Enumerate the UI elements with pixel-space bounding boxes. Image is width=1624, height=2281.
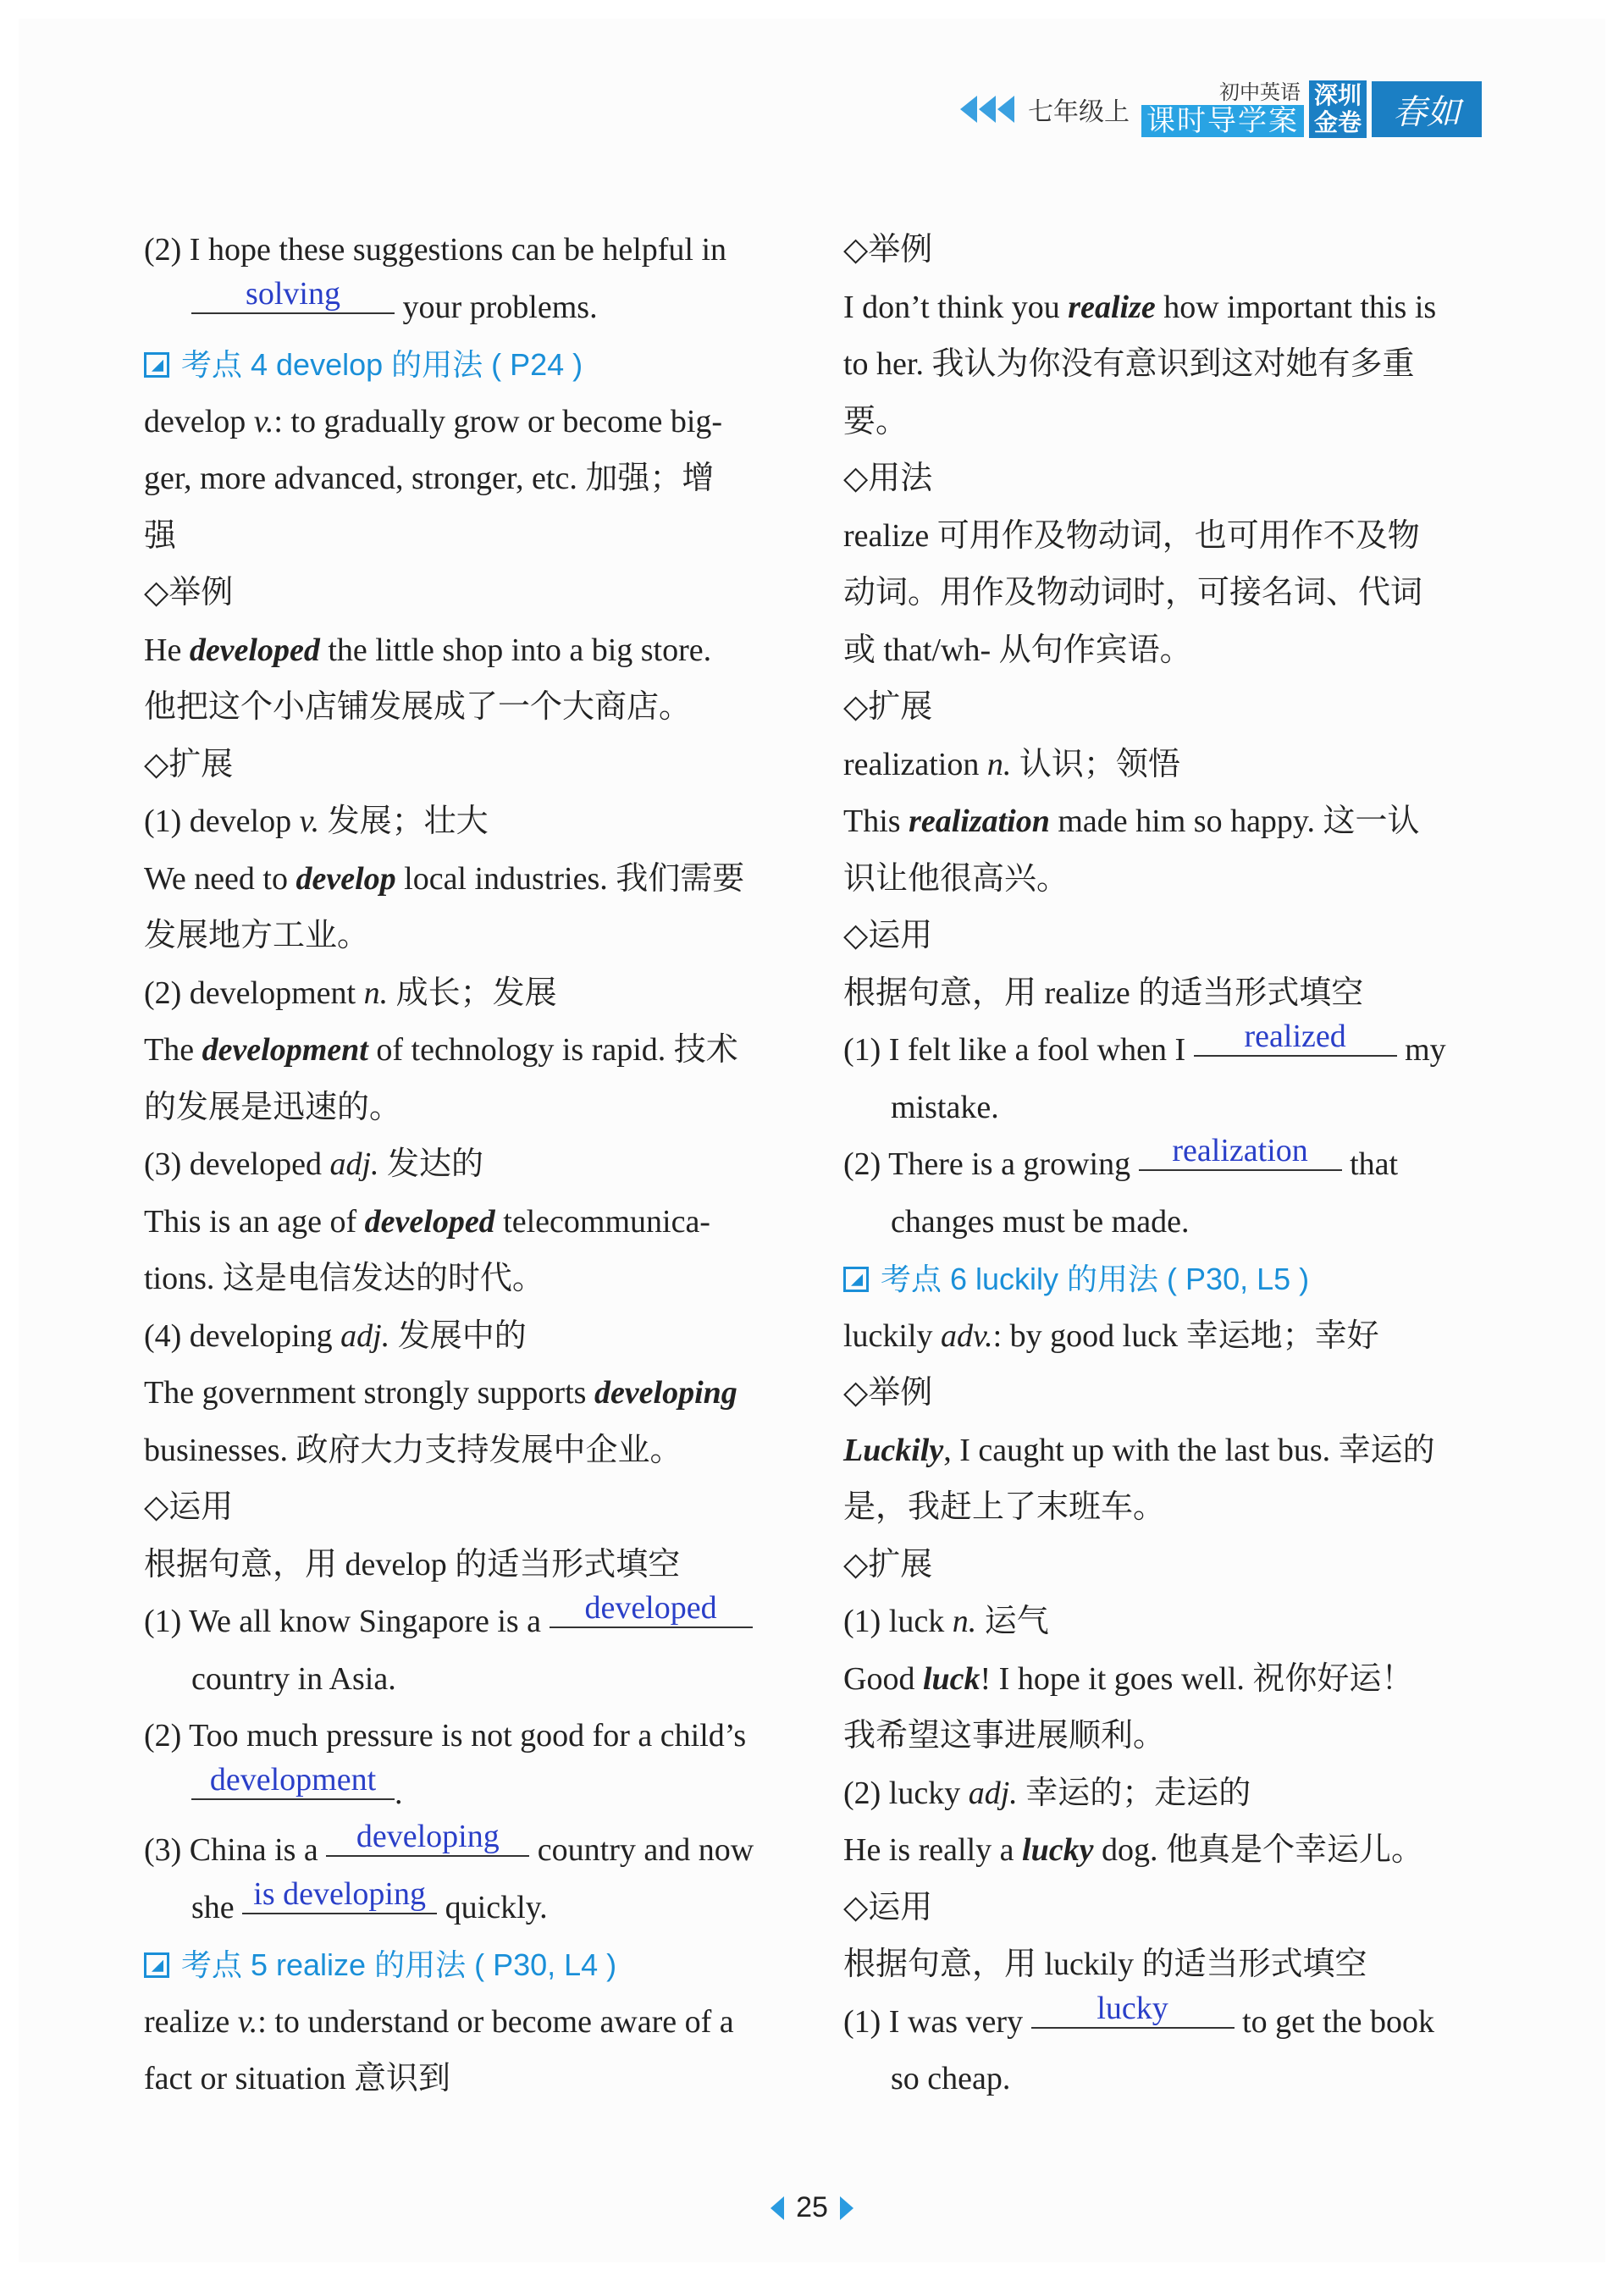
text-line — [843, 1651, 1487, 1709]
arrow-left-icon — [979, 96, 996, 123]
text-line — [843, 1308, 1487, 1366]
section-title: 考点 4 develop 的用法 ( P24 ) — [181, 347, 583, 382]
text-span: (3) China is a — [144, 1832, 327, 1868]
text-line — [144, 965, 787, 1023]
text-line: (2) I hope these suggestions can be helpful in — [144, 232, 727, 268]
right-column — [843, 222, 1487, 2108]
text-line — [144, 1365, 787, 1422]
header-subject: 初中英语 — [1218, 81, 1301, 104]
answer-blank: lucky — [1031, 1990, 1235, 2029]
text-span: local industries. 我们需要 — [395, 860, 745, 897]
brand-line2: 金卷 — [1313, 109, 1362, 135]
text-span: 运气 — [976, 1604, 1049, 1639]
text-line — [144, 394, 787, 451]
text-span: The government strongly supports — [144, 1375, 594, 1411]
text-line: ger, more advanced, stronger, etc. 加强；增 — [144, 461, 715, 496]
text-line: mistake. — [891, 1089, 999, 1125]
answer-blank: solving — [191, 275, 395, 314]
header-brand — [1309, 80, 1367, 138]
text-line: 动词。用作及物动词时，可接名词、代词 — [843, 575, 1423, 610]
text-span: telecommunica- — [494, 1203, 710, 1240]
text-span: 发达的 — [378, 1146, 484, 1182]
text-line: 发展地方工业。 — [144, 918, 370, 953]
text-line — [843, 1822, 1487, 1880]
text-line: 他把这个小店铺发展成了一个大商店。 — [144, 689, 692, 725]
text-line — [144, 1136, 787, 1194]
text-span: (3) developed — [144, 1146, 330, 1182]
subhead-practice: ◇运用 — [843, 918, 933, 953]
keyword: developed — [364, 1203, 495, 1240]
section-title: 考点 5 realize 的用法 ( P30, L4 ) — [181, 1947, 617, 1982]
page-header — [960, 81, 1482, 137]
text-span: (1) luck — [843, 1604, 953, 1639]
section-title: 考点 6 luckily 的用法 ( P30, L5 ) — [881, 1262, 1310, 1296]
text-line: 强 — [144, 517, 177, 554]
text-span: I don’t think you — [843, 289, 1069, 325]
text-line — [144, 1761, 787, 1823]
text-line — [144, 1308, 787, 1366]
pos-tag: v. — [253, 403, 274, 439]
section-heading-6 — [843, 1251, 1487, 1308]
text-span: 发展；壮大 — [319, 804, 489, 839]
text-span: . — [395, 1775, 403, 1811]
question-2: (2) Too much pressure is not good for a child’s — [144, 1718, 747, 1754]
answer-blank: realization — [1139, 1132, 1342, 1171]
subhead-extension: ◇扩展 — [144, 746, 234, 782]
header-arrows — [960, 96, 1016, 123]
text-span: Good — [843, 1660, 923, 1697]
text-line: 的发展是迅速的。 — [144, 1089, 402, 1125]
subhead-example: ◇举例 — [843, 232, 933, 268]
instruction: 根据句意，用 realize 的适当形式填空 — [843, 975, 1364, 1011]
answer-blank: developing — [326, 1818, 529, 1857]
text-span: how important this is — [1155, 289, 1437, 325]
answer-blank: developed — [550, 1589, 753, 1628]
text-line: 或 that/wh- 从句作宾语。 — [843, 632, 1192, 668]
text-span: (2) lucky — [843, 1775, 969, 1811]
text-line — [144, 793, 787, 851]
text-line — [843, 1765, 1487, 1823]
text-span: your problems. — [395, 289, 598, 325]
text-span: realize — [144, 2003, 238, 2040]
text-span: dog. 他真是个幸运儿。 — [1093, 1832, 1423, 1868]
subhead-usage: ◇用法 — [843, 461, 933, 496]
keyword: developed — [189, 632, 320, 668]
grade-label: 七年级上 — [1027, 98, 1130, 126]
text-line — [144, 1994, 787, 2052]
pos-tag: adj. — [340, 1317, 390, 1354]
instruction: 根据句意，用 develop 的适当形式填空 — [144, 1546, 681, 1582]
brand-line1: 深圳 — [1313, 82, 1362, 108]
text-line: so cheap. — [891, 2061, 1011, 2096]
question-1 — [144, 1590, 787, 1651]
pos-tag: v. — [299, 804, 320, 839]
text-span: The — [144, 1032, 202, 1068]
subhead-extension: ◇扩展 — [843, 689, 933, 725]
text-span: of technology is rapid. 技术 — [367, 1032, 738, 1068]
text-line: country in Asia. — [191, 1660, 396, 1697]
pos-tag: adv. — [941, 1317, 993, 1354]
page-footer — [0, 2191, 1624, 2224]
text-span: (2) development — [144, 975, 364, 1011]
text-line: fact or situation 意识到 — [144, 2061, 450, 2096]
text-line: tions. 这是电信发达的时代。 — [144, 1261, 544, 1296]
text-span: realization — [843, 746, 987, 782]
keyword: realize — [1068, 289, 1156, 325]
left-column — [144, 222, 787, 2108]
text-line: 识让他很高兴。 — [843, 860, 1069, 897]
text-span: This is an age of — [144, 1203, 365, 1240]
text-span: , I caught up with the last bus. 幸运的 — [943, 1432, 1435, 1468]
text-span: luckily — [843, 1317, 942, 1354]
question-3 — [144, 1819, 787, 1880]
text-span: that — [1341, 1146, 1399, 1182]
text-line: changes must be made. — [891, 1203, 1190, 1240]
arrow-left-icon — [960, 96, 977, 123]
question-1 — [843, 1990, 1487, 2052]
answer-blank: is developing — [242, 1875, 437, 1914]
text-line: businesses. 政府大力支持发展中企业。 — [144, 1432, 682, 1468]
subhead-extension: ◇扩展 — [843, 1546, 933, 1582]
text-line — [843, 737, 1487, 794]
text-span: He is really a — [843, 1832, 1023, 1868]
text-span: ! I hope it goes well. 祝你好运！ — [980, 1660, 1414, 1697]
instruction: 根据句意，用 luckily 的适当形式填空 — [843, 1947, 1367, 1982]
pos-tag: adj. — [329, 1146, 379, 1182]
text-span: country and now — [529, 1832, 754, 1868]
text-line: 要。 — [843, 403, 909, 439]
text-line: to her. 我认为你没有意识到这对她有多重 — [843, 346, 1415, 382]
question-2 — [843, 1133, 1487, 1194]
subhead-example: ◇举例 — [843, 1375, 933, 1411]
text-span: This — [843, 804, 909, 839]
arrow-left-icon — [997, 96, 1014, 123]
header-title-box — [1141, 81, 1304, 137]
text-line: realize 可用作及物动词，也可用作不及物 — [843, 517, 1420, 554]
section-icon — [843, 1267, 869, 1292]
text-line: 是，我赶上了末班车。 — [843, 1489, 1166, 1525]
text-line — [144, 1875, 787, 1937]
text-span: (2) There is a growing — [843, 1146, 1139, 1182]
text-span: (1) I felt like a fool when I — [843, 1032, 1194, 1068]
text-span: 发展中的 — [389, 1317, 527, 1354]
text-span: 认识；领悟 — [1011, 746, 1180, 782]
keyword: developing — [594, 1375, 737, 1411]
text-span: (1) develop — [144, 804, 300, 839]
text-span: We need to — [144, 860, 296, 897]
text-span: 成长；发展 — [388, 975, 557, 1011]
header-series: 课时导学案 — [1141, 105, 1304, 137]
text-span: He — [144, 632, 190, 668]
pos-tag: n. — [986, 746, 1012, 782]
keyword: Luckily — [843, 1432, 944, 1468]
brand-logo: 春如 — [1372, 81, 1482, 137]
text-line — [843, 1593, 1487, 1651]
page-number: 25 — [796, 2191, 828, 2223]
question-1 — [843, 1019, 1487, 1080]
text-line — [144, 1194, 787, 1251]
answer-blank: realized — [1194, 1018, 1397, 1057]
prev-page-icon — [771, 2196, 784, 2220]
section-icon — [144, 1952, 169, 1978]
text-span: : by good luck 幸运地；幸好 — [992, 1317, 1379, 1354]
text-line — [144, 275, 787, 337]
keyword: luck — [922, 1660, 980, 1697]
pos-tag: n. — [952, 1604, 977, 1639]
subhead-practice: ◇运用 — [843, 1889, 933, 1925]
pos-tag: v. — [237, 2003, 258, 2040]
text-line — [843, 793, 1487, 851]
keyword: realization — [909, 804, 1050, 839]
pos-tag: adj. — [968, 1775, 1018, 1811]
section-icon — [144, 352, 169, 378]
subhead-practice: ◇运用 — [144, 1489, 234, 1525]
text-span: made him so happy. 这一认 — [1049, 804, 1420, 839]
text-line — [843, 279, 1487, 337]
pos-tag: n. — [363, 975, 389, 1011]
text-span: (4) developing — [144, 1317, 341, 1354]
text-span: : to understand or become aware of a — [257, 2003, 734, 2040]
text-span: to get the book — [1234, 2003, 1434, 2040]
text-span: my — [1396, 1032, 1446, 1068]
answer-blank: development — [191, 1761, 395, 1800]
text-span: 幸运的；走运的 — [1017, 1775, 1251, 1811]
text-span: : to gradually grow or become big- — [273, 403, 723, 439]
keyword: development — [202, 1032, 368, 1068]
next-page-icon — [840, 2196, 853, 2220]
keyword: develop — [296, 860, 396, 897]
text-span: she — [191, 1889, 243, 1925]
text-line — [144, 622, 787, 680]
keyword: lucky — [1022, 1832, 1094, 1868]
section-heading-4 — [144, 336, 787, 394]
text-span: quickly. — [437, 1889, 548, 1925]
text-line — [843, 1422, 1487, 1480]
text-line: 我希望这事进展顺利。 — [843, 1718, 1166, 1754]
text-line — [144, 851, 787, 909]
text-span: (1) I was very — [843, 2003, 1031, 2040]
text-span: the little shop into a big store. — [319, 632, 712, 668]
text-span: (1) We all know Singapore is a — [144, 1604, 550, 1639]
subhead-example: ◇举例 — [144, 575, 234, 610]
section-heading-5 — [144, 1936, 787, 1994]
text-line — [144, 1022, 787, 1080]
text-span: develop — [144, 403, 254, 439]
